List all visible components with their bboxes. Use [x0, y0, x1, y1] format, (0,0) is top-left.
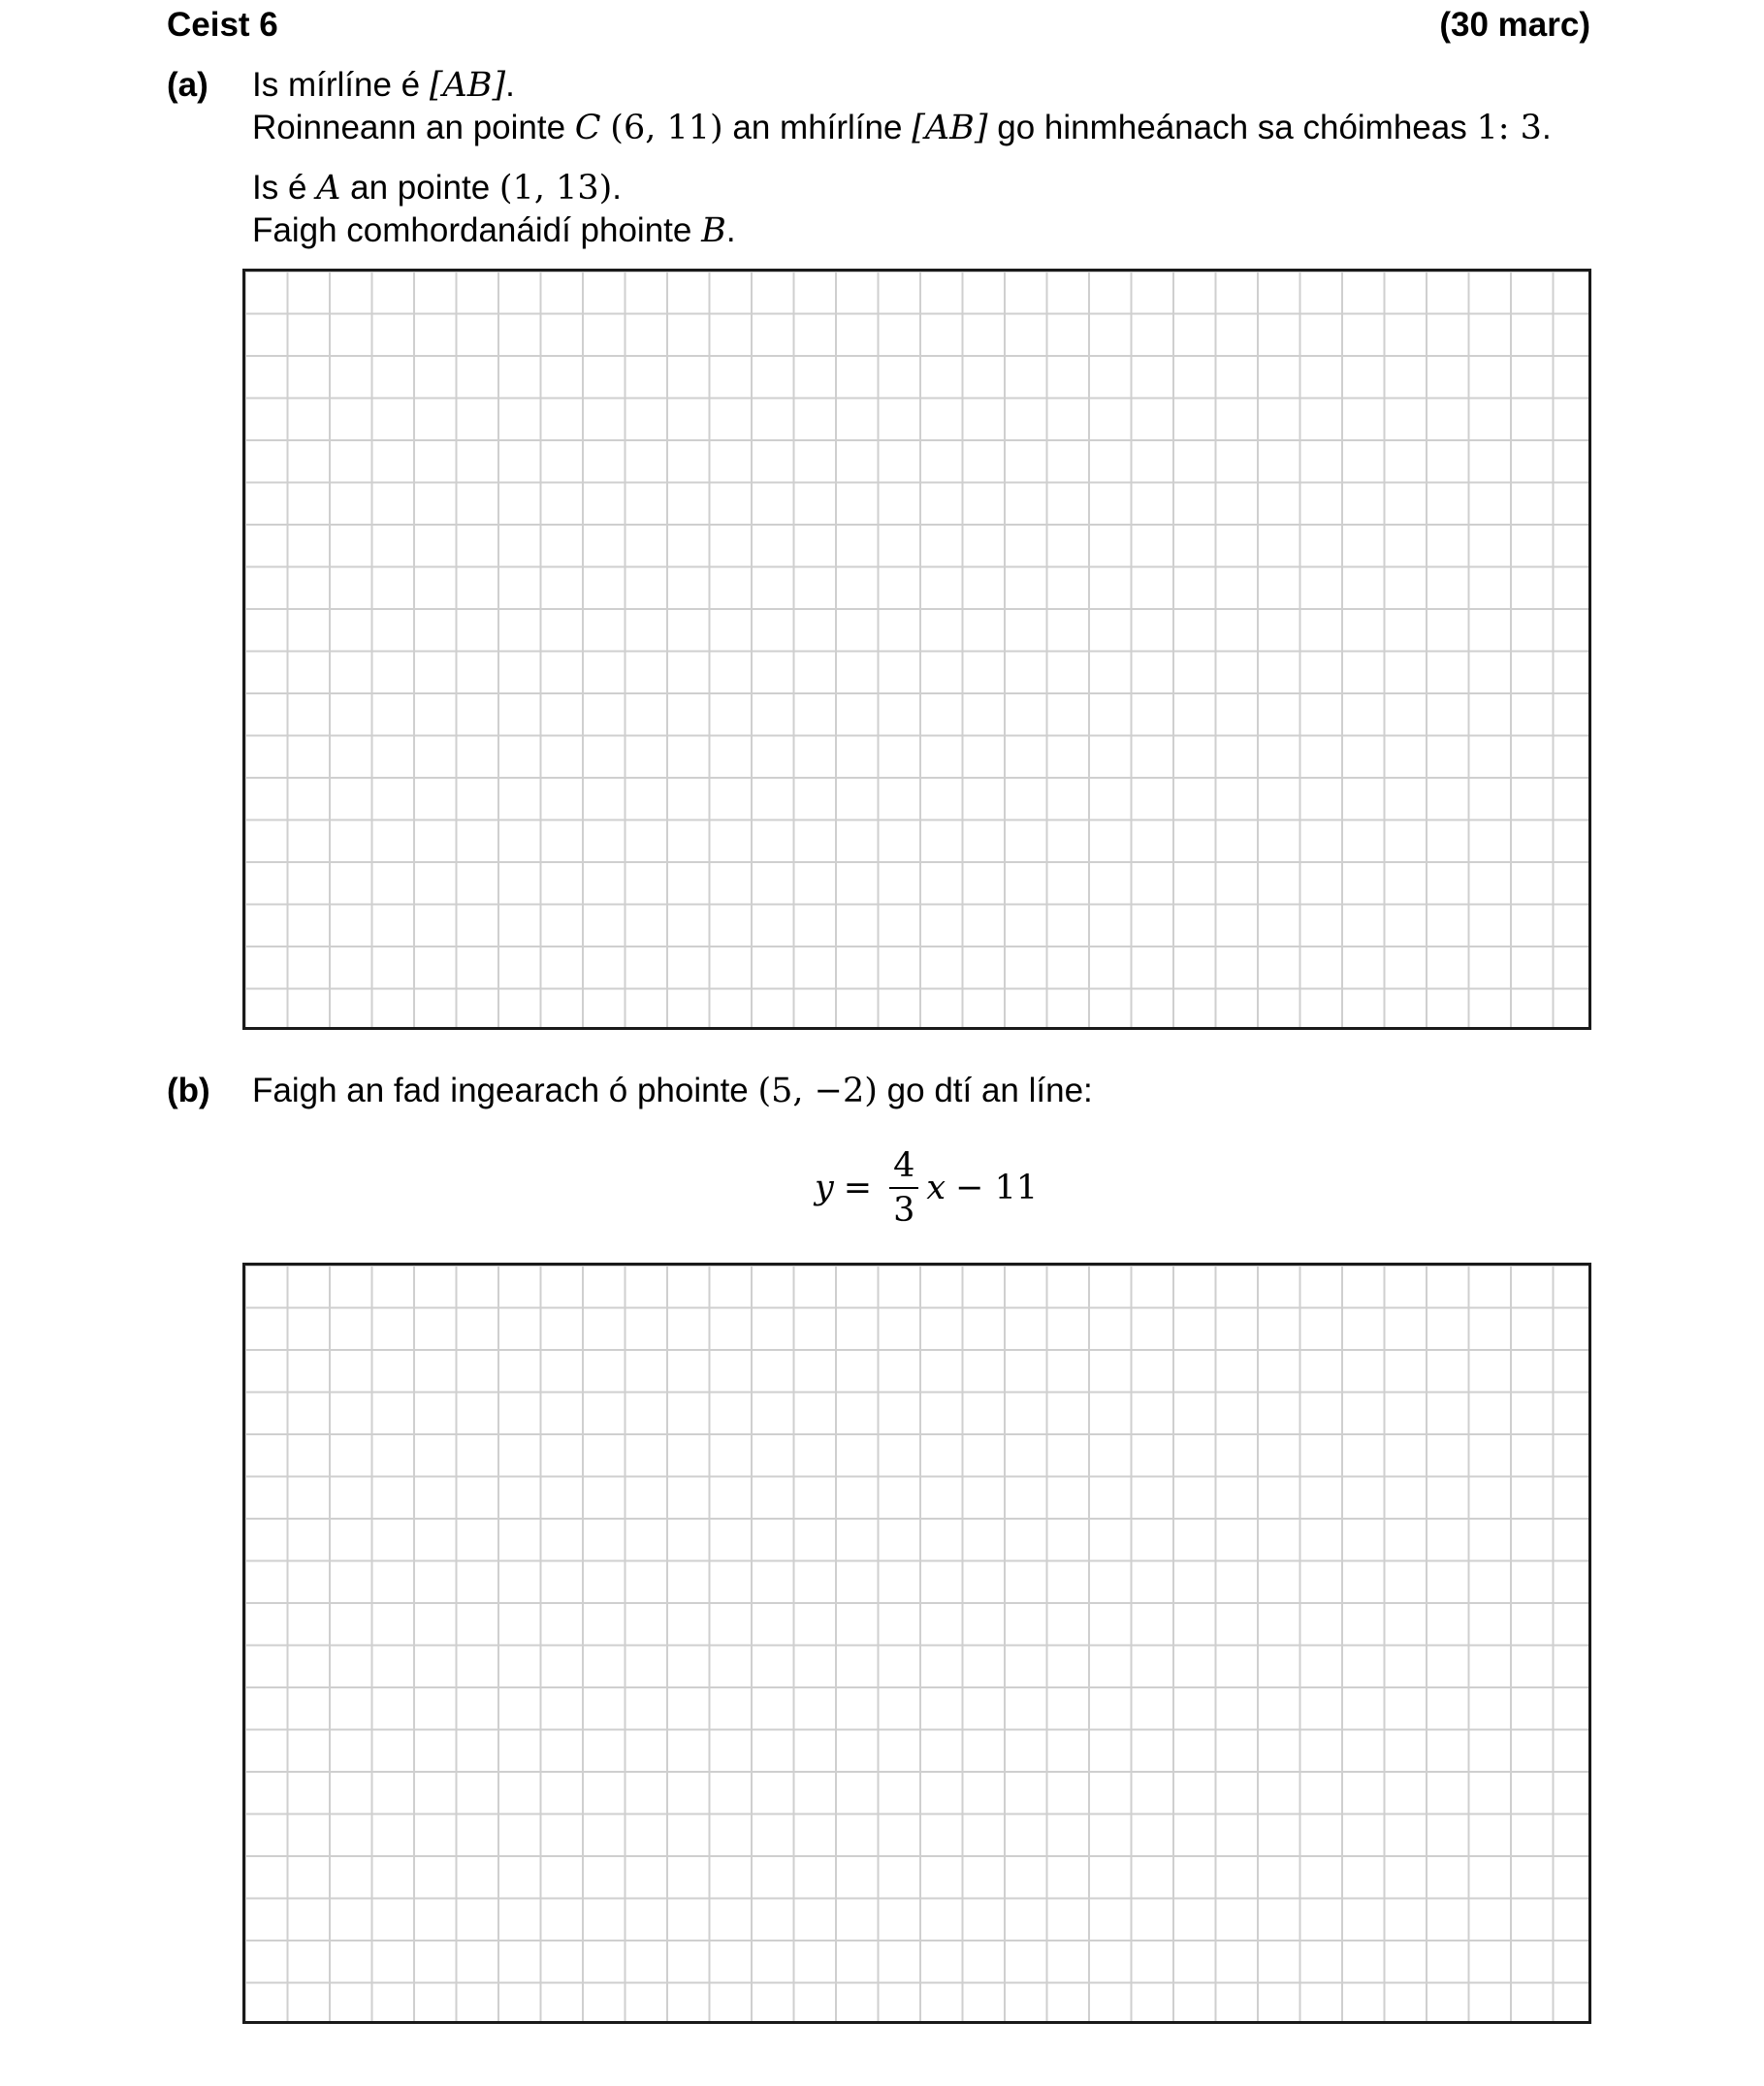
- eq-denominator: 3: [893, 1191, 915, 1230]
- answer-box-a[interactable]: [242, 269, 1591, 1030]
- point-coords: (5, −2): [757, 1072, 878, 1110]
- part-a-label: (a): [167, 66, 208, 104]
- eq-lhs: y: [815, 1169, 834, 1207]
- part-a-line-4: [252, 209, 736, 252]
- part-b-text: [252, 1070, 1093, 1112]
- part-a-line-2: [252, 107, 1552, 149]
- point-c-coords: (6, 11): [610, 109, 723, 147]
- point-name-b: B: [701, 211, 726, 250]
- point-name-a: A: [316, 169, 341, 208]
- text: an pointe: [340, 169, 499, 207]
- question-title: Ceist 6: [167, 6, 278, 44]
- point-a-coords: (1, 13): [498, 169, 613, 208]
- question-marks: (30 marc): [1439, 6, 1590, 44]
- part-a-line-3: [252, 167, 622, 209]
- answer-box-b[interactable]: [242, 1263, 1591, 2024]
- text: .: [505, 66, 515, 104]
- text: Faigh comhordanáidí phointe: [252, 211, 702, 249]
- ratio: 1: 3: [1476, 109, 1542, 147]
- line-equation: [815, 1144, 1038, 1232]
- text: go dtí an líne:: [877, 1072, 1093, 1109]
- point-name-c: C: [574, 109, 601, 147]
- eq-rest: − 11: [955, 1169, 1039, 1207]
- part-a-line-1: [252, 64, 515, 107]
- segment-ab: [AB]: [429, 66, 506, 105]
- segment-ab: [AB]: [912, 109, 988, 147]
- text: go hinmheánach sa chóimheas: [987, 109, 1477, 146]
- eq-var: x: [926, 1169, 946, 1207]
- text: Is é: [252, 169, 317, 207]
- text: an mhírlíne: [722, 109, 913, 146]
- eq-equals: =: [843, 1169, 873, 1207]
- text: .: [612, 169, 622, 207]
- text: Roinneann an pointe: [252, 109, 575, 146]
- text: Is mírlíne é: [252, 66, 430, 104]
- eq-fraction: [889, 1146, 918, 1230]
- text: Faigh an fad ingearach ó phointe: [252, 1072, 758, 1109]
- text: .: [1541, 109, 1552, 146]
- eq-numerator: 4: [889, 1146, 918, 1189]
- part-b-label: (b): [167, 1072, 210, 1109]
- text: .: [725, 211, 736, 249]
